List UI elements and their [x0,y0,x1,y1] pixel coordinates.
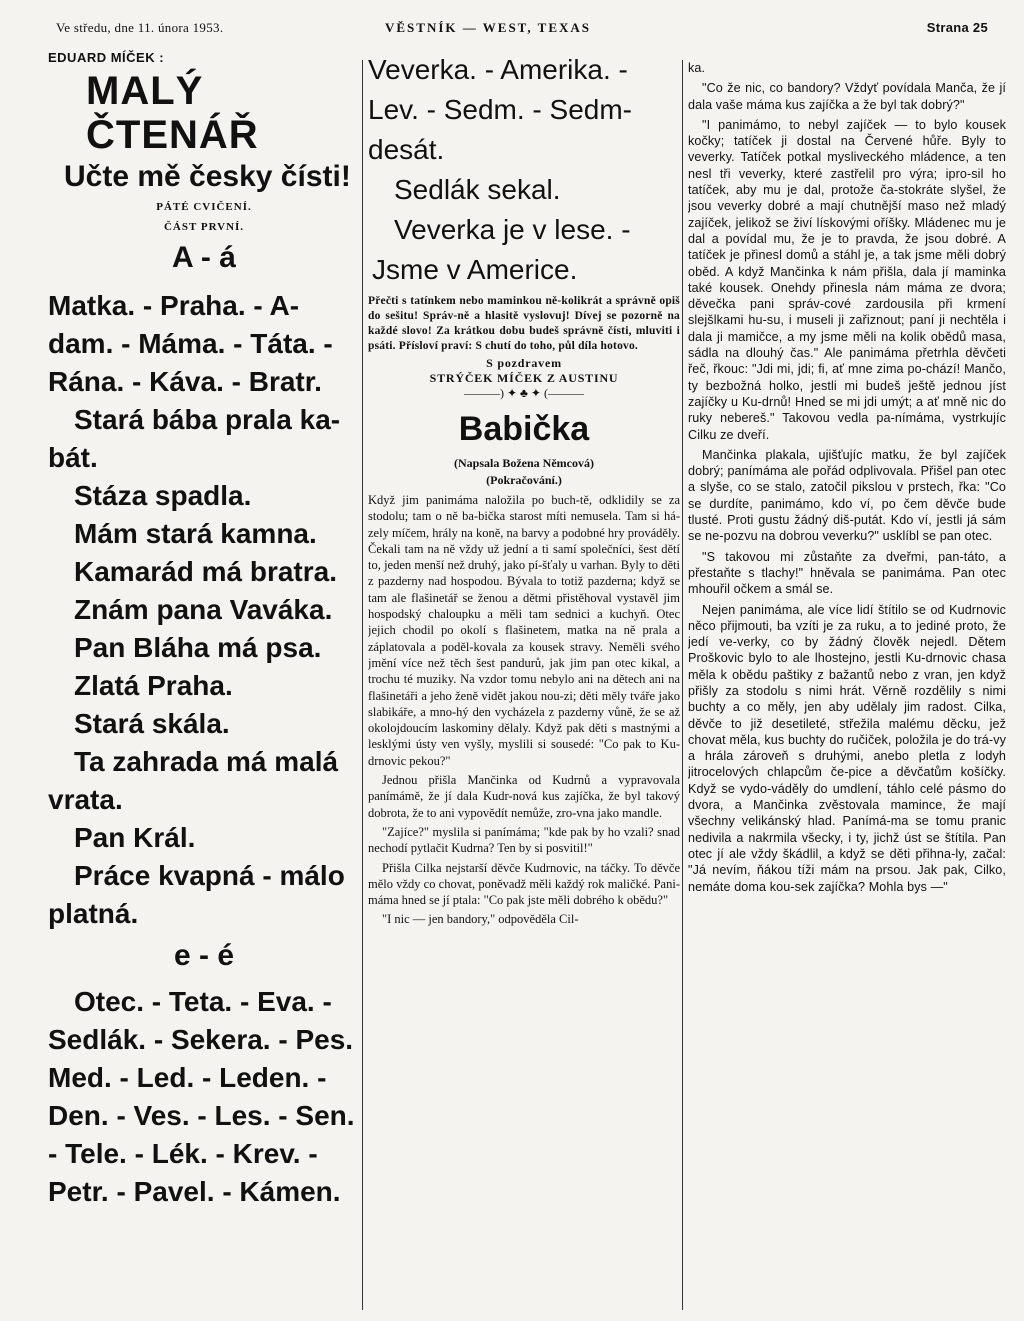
lesson-line: Pan Král. [74,822,196,853]
lesson-line: Znám pana Vaváka. [74,594,333,625]
lesson-line: Veverka je v lese. - [394,214,631,245]
lesson-line: Petr. - Pavel. - Kámen. [48,1176,341,1207]
lesson-line: desát. [368,134,445,165]
story-paragraph: "I nic — jen bandory," odpověděla Cil- [382,912,579,927]
story-continued: (Pokračování.) [486,473,562,487]
signature: STRÝČEK MÍČEK Z AUSTINU [429,371,619,385]
story-paragraph: "S takovou mi zůstaňte za dveřmi, pan-táto, a přestaňte s tlachy!" hněvala se panimáma. Pan otec mhouřil očkem a smál se. [688,549,1006,597]
lesson-line: dam. - Máma. - Táta. - [48,328,333,359]
lesson-subtitle: Učte mě česky čísti! [64,160,351,193]
lesson-line: Veverka. - Amerika. - [368,54,628,85]
part-label: ČÁST PRVNÍ. [163,221,245,233]
story-paragraph: Nejen panimáma, ale více lidí štítilo se od Kudrnovic něco přijmouti, ba vzíti je za ruku, a to jediné proto, že jedí ve-verky, co by žádný člověk nejedl. Dětem Proškovic bylo to ale lhostejno, jestli Ku-drnovic chasa měla k obědu paštiky z bažantů nebo z vran, jen když přišly za stodolu s nimi hrát. Věrně rozdělily s nimi buchty a co měly, jen aby udělaly jim radost. Cilka, děvče to již desetileté, střežila malému děcku, jež chovat měla, kus buchty do ručiček, položila je do trá-vy a hrála zároveň s druhými, anebo pletla z lodyh jitrocelových chlapcům če-pice a děvčatům košíčky. Když se vydo-váděly do umdlení, táhlo celé pásmo do dvora, a Mančinka zvěstovala mamince, že mají všechny velikánský hlad. Panímá-ma se tomu pranic nedivila a nakrmila všecky, i ty, jichž úst se štítila. Pan otec jí ale vždy škádlil, a když se děti přihna-ly, začal: "Já nevím, ňákou tíži mám na prsou. Jak pak, Cilko, nemáte doma kou-sek zajíčka? Mohla bys —" [688,602,1006,894]
author-line: EDUARD MÍČEK : [48,50,165,65]
column-reader-lesson [48,50,360,1310]
lesson-line: Zlatá Praha. [74,670,233,701]
greeting: S pozdravem [486,356,562,370]
lesson-lines-a [48,287,360,933]
letter-heading-a: A - á [172,241,236,274]
lesson-line: Den. - Ves. - Les. - Sen. [48,1100,355,1131]
lesson-line: Stáza spadla. [74,480,252,511]
story-paragraph: Jednou přišla Mančinka od Kudrnů a vypravovala panímámě, že jí dala Kudr-nová kus zajíčka, že byl takový dobrota, že to ani vypovědít nemůže, zro-vna jako mandle. [368,773,680,820]
lesson-line: Pan Bláha má psa. [74,632,322,663]
lesson-line: Mám stará kamna. [74,518,317,549]
lesson-line: platná. [48,898,139,929]
lesson-line: vrata. [48,784,123,815]
letter-heading-e: e - é [173,939,235,972]
lesson-line: Otec. - Teta. - Eva. - [74,986,332,1017]
lesson-line: Ta zahrada má malá [74,746,339,777]
lesson-line: Práce kvapná - málo [74,860,345,891]
story-paragraph: Když jim panimáma naložila po buch-tě, odklidily se za stodolu; tam o ně ba-bička starost míti nemusela. Tam si há-zely míčem, hrály na koně, na barvy a podobné hry prováděly. Čekali tam na ně vždy už jední a ti samí společníci, šest dětí to, jeden menší než druhý, jako pí-šťaly u varhan. Byly to děti z pazderny nad hospodou. Bývala to totiž pazderna; když se tam ale flašinetář se ženou a dětmi přistěhoval vystavěl jim hospodský chaloupku a měli tam sednici a kuchyň. Otec jejich chodil po okolí s flašinetem, matka na ně prala a záplatovala a poděl-kovala za kousek stravy. Neměli svého jmění více než těch šest pandurů, jak jim pan otec kikal, a trochu té muziky. Na vzdor tomu nebylo ani na dětech ani na flašinetáři a jeho ženě vidět jakou nou-zi; děti měly tváře jako slabikáře, a mno-hý den vycházela z pazderny vůně, že se až okolojdoucím laskominy dělaly. Když pak děti s mastnými a lesklými ústy ven vyšly, myslili si sousedé: "Co pak to Ku-drnovic pekou?" [368,493,680,768]
story-paragraph: "I panimámo, to nebyl zajíček — to bylo kousek kočky; tatíček ji dostal na Červené hůře. Byly to veverky. Tatíček potkal mysliveckého mládence, a ten nesl tři veverky, které zastřelil pro výra; ipro-sil ho tatíček, aby mu je dal, protože ča-stokráte slyšel, že jsou veverky dobré a mají chutnější maso než mladý zajíček, jelikož se živí lískovými oříšky. Mládenec mu je dal a povídal mu, že je to pravda, že jsou dobré. A tatíček je přinesl domů a stáhl je, a tak jsme měli dobrý oběd. A když Mančinka k nám přišla, dala jí maminka také kousek. Onehdy přinesla nám máma ze dvora; děvečka pani správ-cové zardousila při krmení slejšlkami hu-su, i museli ji zařiznout; paní ji nechtěla i dala ji mamičce, a my jsme měli na kolik obědů masa, sádla na dlouhý čas." Ale panimáma přetrhla děvčeti řeč, řkouc: "Jdi mi, jdi; fi, ať mne zima po-chází! Mančo, ty bezbožná holko, jestli mi budeš ještě jednou jíst zajíčky u Ku-drnů! Hned se mi jdi umýt; a ať mně nic do ruky nebereš." Takovou vedla pa-nímáma, vystrkujíc Cilku ze dveří. [688,117,1006,442]
column-divider [362,60,363,1310]
story-paragraph: "Zajíce?" myslila si panímáma; "kde pak by ho vzali? snad nechodí pytlačit Kudrna? Ten by si posvitil!" [368,824,680,856]
lesson-line: bát. [48,442,98,473]
column-story-continued [688,60,1006,1320]
header-page-number: Strana 25 [926,20,988,35]
lesson-line: Matka. - Praha. - A- [48,290,300,321]
story-author: (Napsala Božena Němcová) [454,456,594,470]
ornament-divider: ———) ✦ ♣ ✦ (——— [464,386,584,400]
lesson-instruction: Přečti s tatínkem nebo maminkou ně-kolikrát a správně opiš do sešitu! Správ-ně a hlasitě vyslovuj! Dívej se pozorně na každé slovo! Za krátkou dobu budeš správně čísti, mluviti i psáti. Přísloví praví: S chutí do toho, půl díla hotovo. [368,295,680,352]
header-newspaper-name: VĚSTNÍK — WEST, TEXAS [385,20,592,35]
lesson-line: Stará bába prala ka- [74,404,341,435]
lesson-line: Jsme v Americe. [372,254,578,285]
lesson-line: Sedlák sekal. [394,174,561,205]
lesson-line: Stará skála. [74,708,230,739]
lesson-line: Rána. - Káva. - Bratr. [48,366,322,397]
story-title: Babička [458,410,590,448]
story-paragraph: Mančinka plakala, ujišťujíc matku, že byl zajíček dobrý; panímáma ale pořád odplivovala. Přišel pan otec a slyše, co se stalo, zatočil pikslou v prstech, řka: "Co se durdíte, panimámo, kdo ví, po čem děvče bude tlusté. Proti gustu žádný diš-putát. Kdo ví, jestli já sám se ne-pozvu na dobrou veverku?" usklíbl se pan otec. [688,447,1006,544]
lesson-line: - Tele. - Lék. - Krev. - [48,1138,318,1169]
column-lesson-and-story [368,50,680,1310]
lesson-title: MALÝ ČTENÁŘ [86,69,259,157]
lesson-lines-e [48,983,360,1211]
story-paragraph: Přišla Cilka nejstarší děvče Kudrnovic, na táčky. To děvče mělo vždy co chovat, poněvadž měli každý rok maličké. Pani-máma hned se jí ptala: "Co pak jste měli dobrého k obědu?" [368,860,680,908]
story-paragraph: "Co že nic, co bandory? Vždyť povídala Manča, že jí dala vaše máma kus zajíčka a že byl tak dobrý?" [688,81,1006,112]
header-date: Ve středu, dne 11. února 1953. [56,20,224,35]
lesson-line: Med. - Led. - Leden. - [48,1062,327,1093]
exercise-label: PÁTÉ CVIČENÍ. [156,201,252,213]
story-paragraph: ka. [688,61,706,75]
lesson-line: Kamarád má bratra. [74,556,338,587]
lesson-line: Sedlák. - Sekera. - Pes. [48,1024,354,1055]
column-divider [682,60,683,1310]
lesson-line: Lev. - Sedm. - Sedm- [368,94,633,125]
